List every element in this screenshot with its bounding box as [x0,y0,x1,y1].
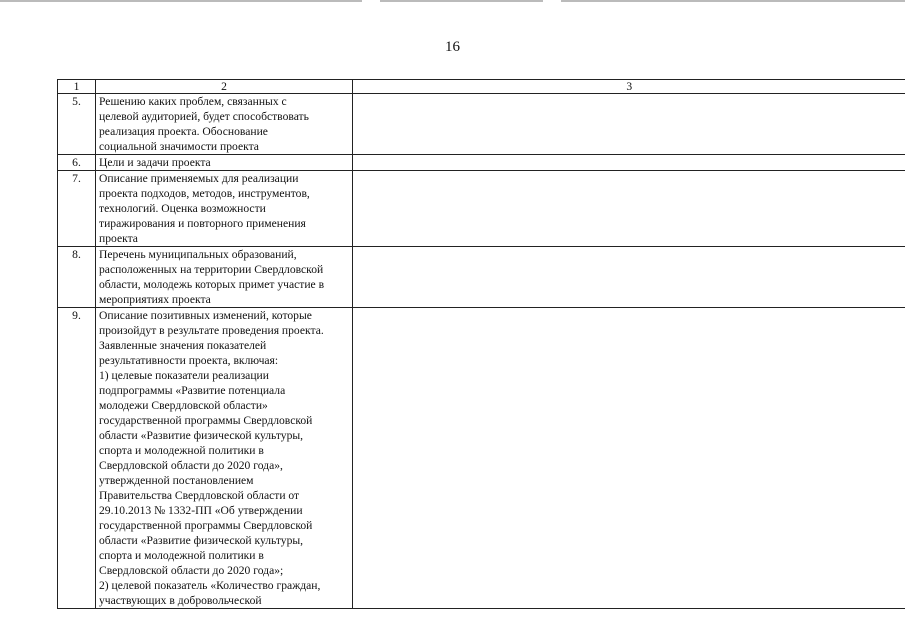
table-row [58,155,905,171]
row-value-cell[interactable] [353,308,905,609]
row-number: 6. [58,155,96,171]
row-number: 7. [58,171,96,247]
page-top-edge [0,0,905,2]
row-description: Цели и задачи проекта [96,155,353,171]
row-number: 9. [58,308,96,609]
table-header-row [58,80,905,94]
project-form-table [57,79,905,609]
table-row [58,308,905,609]
row-description: Описание применяемых для реализации проекта подходов, методов, инструментов, технологий. Оценка возможности тиражирования и повторного применения проекта [96,171,353,247]
table-row [58,94,905,155]
row-number: 5. [58,94,96,155]
row-value-cell[interactable] [353,247,905,308]
row-description: Решению каких проблем, связанных с целевой аудиторией, будет способствовать реализация проекта. Обоснование социальной значимости проекта [96,94,353,155]
row-value-cell[interactable] [353,171,905,247]
column-header-3: 3 [353,80,905,94]
column-header-1: 1 [58,80,96,94]
row-description: Описание позитивных изменений, которые произойдут в результате проведения проекта. Заявленные значения показателей результативности проекта, включая: 1) целевые показатели реализации подпрограммы «Развитие потенциала молодежи Свердловской области» государственной программы Свердловской области «Развитие физической культуры, спорта и молодежной политики в Свердловской области до 2020 года», утвержденной постановлением Правительства Свердловской области от 29.10.2013 № 1332-ПП «Об утверждении государственной программы Свердловской области «Развитие физической культуры, спорта и молодежной политики в Свердловской области до 2020 года»; 2) целевой показатель «Количество граждан, участвующих в добровольческой [96,308,353,609]
table-row [58,247,905,308]
row-number: 8. [58,247,96,308]
table-row [58,171,905,247]
row-value-cell[interactable] [353,155,905,171]
page-number: 16 [445,39,460,55]
row-value-cell[interactable] [353,94,905,155]
column-header-2: 2 [96,80,353,94]
row-description: Перечень муниципальных образований, расположенных на территории Свердловской области, молодежь которых примет участие в мероприятиях проекта [96,247,353,308]
